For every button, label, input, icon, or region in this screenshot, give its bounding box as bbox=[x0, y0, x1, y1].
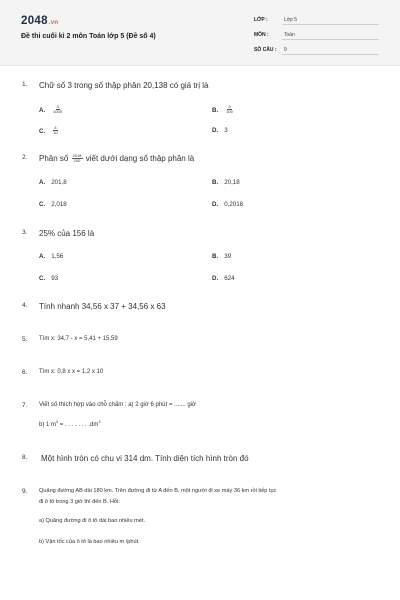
question-text: Tìm x: 0,8 x x = 1,2 x 10 bbox=[39, 369, 104, 375]
option-d[interactable] bbox=[212, 127, 228, 134]
fraction-denominator: 100 bbox=[226, 109, 233, 115]
option-a[interactable] bbox=[39, 179, 67, 186]
exam-title: Đề thi cuối kì 2 môn Toán lớp 5 (Đề số 4) bbox=[21, 33, 156, 40]
question-text-continued: đi ô tô trong 3 giờ thì đến B. Hỏi: bbox=[39, 499, 120, 505]
question-text bbox=[39, 154, 194, 164]
option-value: 39 bbox=[224, 253, 232, 260]
question-number: 7. bbox=[22, 402, 28, 409]
option-b[interactable] bbox=[212, 179, 240, 186]
meta-value: 9 bbox=[284, 47, 287, 53]
question-fraction bbox=[72, 154, 83, 164]
fraction-denominator: 1000 bbox=[53, 109, 63, 115]
question-number: 1. bbox=[22, 81, 28, 88]
option-a[interactable] bbox=[39, 105, 64, 115]
fraction-numerator: 3 bbox=[54, 125, 57, 130]
option-letter: B. bbox=[212, 253, 219, 260]
brand-name: 2048 bbox=[21, 15, 48, 27]
meta-key: SỐ CÂU : bbox=[254, 47, 277, 53]
option-value: 93 bbox=[51, 275, 59, 282]
option-a[interactable] bbox=[39, 253, 63, 260]
option-value: 624 bbox=[224, 275, 235, 282]
question-number: 4. bbox=[22, 302, 28, 309]
option-value: 20,18 bbox=[224, 179, 240, 186]
option-d[interactable] bbox=[212, 275, 235, 282]
fraction-denominator: 10 bbox=[53, 130, 58, 136]
question-text: Tính nhanh 34,56 x 37 + 34,56 x 63 bbox=[39, 302, 166, 311]
option-letter: D. bbox=[212, 275, 219, 282]
question-text: Chữ số 3 trong số thập phân 20,138 có giá trị là bbox=[39, 81, 209, 90]
option-letter: D. bbox=[212, 127, 219, 134]
question-number: 5. bbox=[22, 336, 28, 343]
meta-value: Toán bbox=[284, 32, 295, 38]
option-fraction bbox=[225, 105, 234, 115]
question-number: 3. bbox=[22, 229, 28, 236]
subline-prefix: b) 1 m bbox=[39, 422, 57, 428]
question-text: Quãng đường AB dài 180 km. Trên đường đi từ A đến B, một người đi xe máy 36 km rồi tiếp tục bbox=[39, 488, 277, 494]
option-value: 1,56 bbox=[51, 253, 64, 260]
option-letter: C. bbox=[39, 201, 46, 208]
meta-row-class bbox=[254, 14, 379, 25]
option-letter: A. bbox=[39, 253, 46, 260]
superscript: 3 bbox=[56, 420, 59, 424]
option-c[interactable] bbox=[39, 126, 60, 136]
question-number: 9. bbox=[22, 488, 28, 495]
question-text: Viết số thích hợp vào chỗ chấm : a) 2 giờ 6 phút = ....... giờ bbox=[39, 402, 196, 408]
fraction-numerator: 2018 bbox=[72, 153, 82, 158]
option-letter: C. bbox=[39, 127, 46, 135]
option-letter: A. bbox=[39, 179, 46, 186]
meta-row-subject bbox=[254, 29, 379, 40]
meta-underline bbox=[282, 24, 379, 25]
option-fraction bbox=[52, 126, 58, 136]
option-d[interactable] bbox=[212, 201, 243, 208]
brand-suffix: .vn bbox=[48, 20, 59, 26]
sub-question-b: b) Vận tốc của ô tô là bao nhiêu m /phút. bbox=[39, 539, 140, 545]
option-b[interactable] bbox=[212, 253, 231, 260]
question-subline bbox=[39, 420, 100, 428]
fraction-numerator: 3 bbox=[228, 104, 231, 109]
question-text: 25% của 156 là bbox=[39, 229, 95, 238]
meta-row-count bbox=[254, 44, 379, 55]
meta-key: LỚP : bbox=[254, 17, 268, 23]
option-value: 201,8 bbox=[51, 179, 67, 186]
question-number: 8. bbox=[22, 454, 28, 461]
fraction-denominator: 100 bbox=[73, 158, 81, 164]
sub-question-a: a) Quãng đường đi ô tô dài bao nhiêu mét. bbox=[39, 518, 145, 524]
option-fraction bbox=[52, 105, 63, 115]
option-letter: C. bbox=[39, 275, 46, 282]
meta-underline bbox=[282, 39, 379, 40]
option-c[interactable] bbox=[39, 275, 58, 282]
fraction-numerator: 3 bbox=[56, 104, 59, 109]
brand-logo[interactable] bbox=[21, 15, 58, 27]
subline-middle: = . . . . . . . .dm bbox=[58, 422, 99, 428]
meta-value: Lớp 5 bbox=[284, 17, 298, 23]
meta-underline bbox=[282, 54, 379, 55]
option-value: 2,018 bbox=[51, 201, 67, 208]
question-text: Một hình tròn có chu vi 314 dm. Tính diện tích hình tròn đó bbox=[41, 454, 249, 463]
option-letter: B. bbox=[212, 179, 219, 186]
question-text-after: viết dưới dạng số thập phân là bbox=[85, 154, 195, 164]
option-c[interactable] bbox=[39, 201, 67, 208]
question-text: Tìm x: 34,7 - x = 5,41 + 15,59 bbox=[39, 336, 118, 342]
option-b[interactable] bbox=[212, 105, 235, 115]
exam-header bbox=[0, 0, 400, 66]
meta-key: MÔN : bbox=[254, 32, 269, 38]
question-number: 6. bbox=[22, 369, 28, 376]
option-letter: B. bbox=[212, 106, 219, 114]
option-letter: D. bbox=[212, 201, 219, 208]
superscript: 3 bbox=[98, 420, 101, 424]
question-number: 2. bbox=[22, 154, 28, 161]
option-letter: A. bbox=[39, 106, 46, 114]
option-value: 0,2018 bbox=[224, 201, 244, 208]
option-value: 3 bbox=[224, 127, 228, 134]
question-text-before: Phân số bbox=[39, 154, 69, 164]
